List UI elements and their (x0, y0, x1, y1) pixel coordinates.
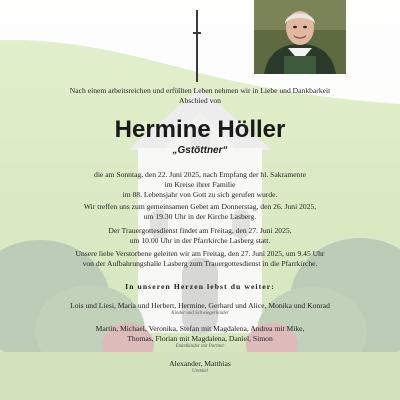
family-children-role: Kinder und Schwiegerkinder (171, 311, 229, 316)
family-heading: In unseren Herzen lebst du weiter: (125, 282, 275, 291)
death-line-3: im 88. Lebensjahr von Gott zu sich gerufen wurde. (122, 190, 278, 199)
service-line-2: um 10.00 Uhr in der Pfarrkirche Lasberg statt. (129, 236, 271, 245)
cross-icon (193, 10, 200, 14)
burial-line-2: von der Aufbahrungshalle Lasberg zum Trauergottesdienst in die Pfarrkirche. (82, 259, 318, 268)
prayer-line-1: Wir treffen uns zum gemeinsamen Gebet am Donnerstag, den 26. Juni 2025, (83, 202, 317, 211)
burial-line-1: Unsere liebe Verstorbene geleiten wir am Freitag, den 27. Juni 2025, um 9.45 Uhr (75, 249, 325, 258)
family-grandchildren-line-2: Thomas, Florian mit Magdalena, Daniel, Simon (127, 334, 273, 343)
service-line-1: Der Trauergottesdienst findet am Freitag, den 27. Juni 2025, (108, 226, 292, 235)
portrait-photo (254, 0, 346, 74)
family-grandchildren-line-1: Martin, Michael, Veronika, Stefan mit Magdalena, Andrea mit Mike, (95, 324, 305, 333)
deceased-nickname: „Gstöttner“ (172, 145, 228, 156)
intro-line-2: Abschied von (179, 96, 221, 105)
deceased-name: Hermine Höller (114, 116, 286, 143)
intro-line-1: Nach einem arbeitsreichen und erfüllten Leben nehmen wir in Liebe und Dankbarkeit (69, 86, 331, 95)
death-line-2: im Kreise ihrer Familie (164, 180, 236, 189)
family-great-grandchildren-role: Urenkel (192, 369, 208, 374)
death-line-1: die am Sonntag, den 22. Juni 2025, nach Empfang der hl. Sakramente (94, 170, 306, 179)
family-great-grandchildren: Alexander, Matthias (169, 359, 231, 368)
family-grandchildren-role: Enkelkinder mit Partner (175, 344, 225, 349)
prayer-line-2: um 19.30 Uhr in der Kirche Lasberg. (143, 212, 257, 221)
family-children: Lois und Liesi, Maria und Herbert, Hermine, Gerhard und Alice, Monika und Konrad (70, 301, 330, 310)
